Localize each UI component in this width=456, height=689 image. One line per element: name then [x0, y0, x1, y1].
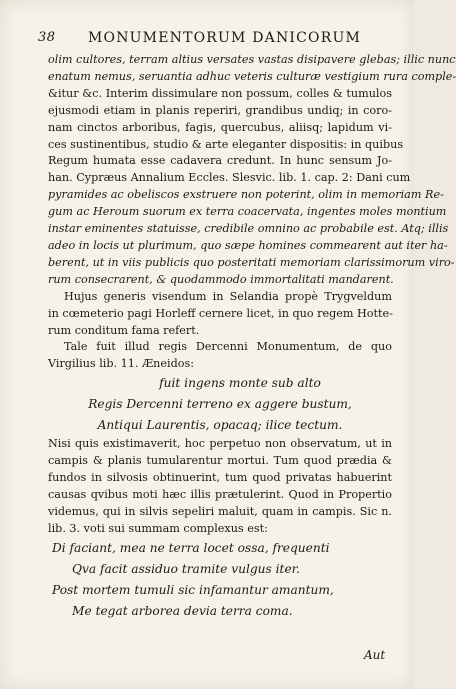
verse-line: Di faciant, mea ne terra locet ossa, frequenti — [52, 540, 330, 555]
text-line: gum ac Heroum suorum ex terra coacervata, ingentes moles montium — [48, 205, 447, 219]
text-line: nam cinctos arboribus, fagis, quercubus, aliisq; lapidum vi- — [48, 120, 392, 134]
verse-quotation-virgil — [48, 373, 392, 436]
text-line: Tale fuit illud regis Dercenni Monumentum, de quo — [64, 340, 392, 354]
verse-line: Regis Dercenni terreno ex aggere bustum, — [88, 397, 352, 412]
text-line: ces sustinentibus, studio & arte eleganter dispositis: in quibus — [48, 137, 404, 151]
text-line: campis & planis tumularentur mortui. Tum quod prædia & — [48, 454, 392, 468]
text-line: pyramides ac obeliscos exstruere non poterint, olim in memoriam Re- — [48, 188, 444, 202]
text-line: ejusmodi etiam in planis reperiri, grandibus undiq; in coro- — [48, 103, 392, 117]
text-line: videmus, qui in silvis sepeliri maluit, quam in campis. Sic n. — [48, 504, 392, 518]
verse-line: Post mortem tumuli sic infamantur amantum, — [52, 582, 334, 597]
catchword: Aut — [364, 648, 386, 662]
text-line: Nisi quis existimaverit, hoc perpetuo non observatum, ut in — [48, 437, 392, 451]
text-line: adeo in locis ut plurimum, quo sæpe homines commearent aut iter ha- — [48, 238, 448, 252]
verse-line: fuit ingens monte sub alto — [159, 376, 321, 391]
text-line: Virgilius lib. 11. Æneidos: — [48, 357, 194, 371]
text-line: rum conditum fama refert. — [48, 323, 200, 337]
text-line: berent, ut in viis publicis quo posteritati memoriam clarissimorum viro- — [48, 255, 455, 269]
page-number: 38 — [38, 30, 56, 45]
verse-line: Qva facit assiduo tramite vulgus iter. — [72, 561, 301, 576]
text-line: causas qvibus moti hæc illis prætulerint. Quod in Propertio — [48, 487, 392, 501]
text-line: lib. 3. voti sui summam complexus est: — [48, 521, 268, 535]
running-head: MONUMENTORUM DANICORUM — [88, 30, 361, 46]
text-line: Hujus generis visendum in Selandia propè Trygveldum — [64, 289, 392, 303]
text-line: olim cultores, terram altius versates vastas disipavere glebas; illic nunc — [48, 53, 456, 66]
text-line: in cœmeterio pagi Horleff cernere licet, in quo regem Hotte- — [48, 306, 393, 320]
verse-line: Me tegat arborea devia terra coma. — [72, 603, 293, 618]
page-header — [0, 30, 414, 50]
text-line: enatum nemus, seruantia adhuc veteris culturæ vestigium rura comple- — [48, 69, 456, 83]
verse-line: Antiqui Laurentis, opacaq; ilice tectum. — [97, 418, 343, 433]
text-line: han. Cypræus Annalium Eccles. Slesvic. lib. 1. cap. 2: Dani cum — [48, 171, 411, 185]
text-line: fundos in silvosis obtinuerint, tum quod privatas habuerint — [48, 471, 392, 485]
text-line: instar eminentes statuisse, credibile omnino ac probabile est. Atq; illis — [48, 222, 449, 236]
text-line: &itur &c. Interim dissimulare non possum, colles & tumulos — [48, 86, 392, 100]
text-line: Regum humata esse cadavera credunt. In hunc sensum Jo- — [48, 154, 392, 168]
body-text — [48, 52, 456, 622]
verse-quotation-propertius — [48, 538, 392, 622]
text-line: rum consecrarent, & quodammodo immortalitati mandarent. — [48, 272, 394, 286]
